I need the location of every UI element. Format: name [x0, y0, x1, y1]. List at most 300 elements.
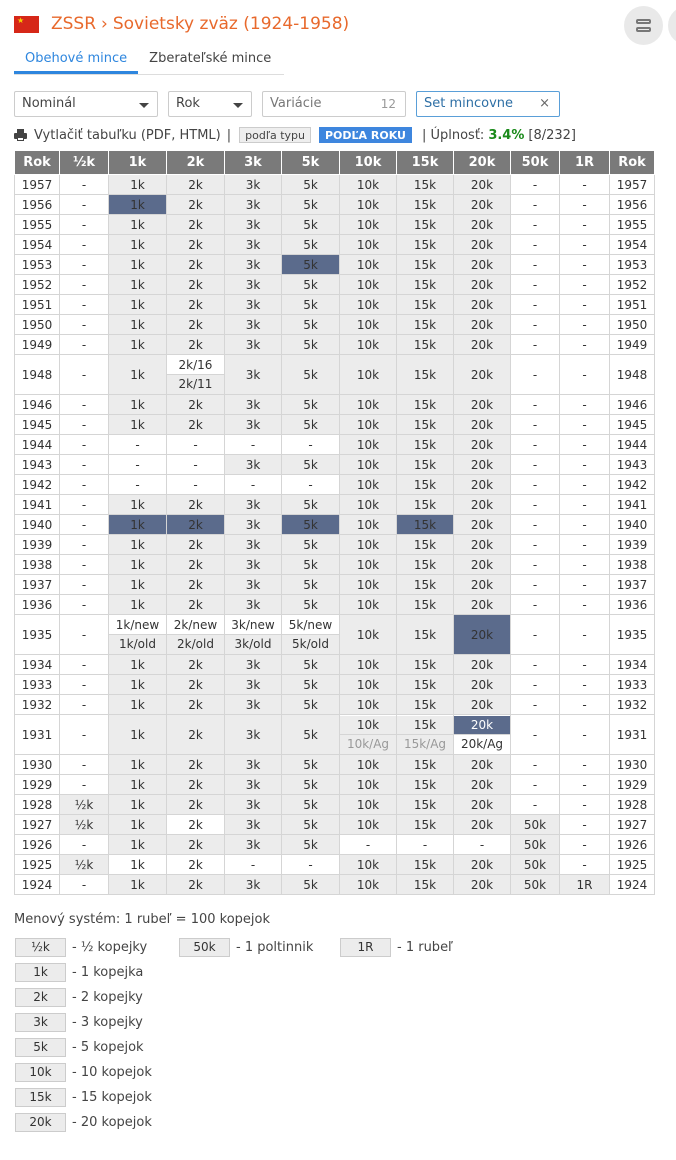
legend-chip[interactable]: 20k — [15, 1113, 66, 1132]
coin-variant[interactable]: 20k/Ag — [454, 735, 510, 754]
coin-cell[interactable]: 15k — [397, 555, 454, 575]
coin-cell[interactable]: 3k — [225, 675, 282, 695]
column-header-denomination[interactable]: 5k — [282, 151, 340, 175]
coin-cell[interactable]: 15k — [397, 595, 454, 615]
coin-cell[interactable]: 2k — [167, 235, 225, 255]
empty-cell: - — [60, 235, 109, 255]
coin-cell[interactable]: 1k — [109, 315, 167, 335]
coin-cell[interactable]: 20k — [454, 695, 511, 715]
coin-cell[interactable]: 50k — [511, 855, 560, 875]
coin-cell[interactable]: 20k — [454, 455, 511, 475]
coin-cell[interactable]: 20k — [454, 875, 511, 895]
coin-variant[interactable]: 2k/old — [167, 635, 224, 654]
coin-cell[interactable]: 3k — [225, 275, 282, 295]
year-select[interactable] — [168, 91, 252, 117]
coin-cell[interactable]: 3k — [225, 575, 282, 595]
coin-cell[interactable]: 2k — [167, 515, 225, 535]
coin-cell[interactable]: 15k — [397, 495, 454, 515]
coin-cell[interactable]: 5k — [282, 815, 340, 835]
column-header-denomination[interactable]: 10k — [340, 151, 397, 175]
coin-cell[interactable]: 3k — [225, 715, 282, 755]
coin-cell[interactable]: 2k — [167, 695, 225, 715]
coin-cell[interactable]: 5k — [282, 395, 340, 415]
legend-item — [179, 938, 313, 956]
coin-cell[interactable]: 15k — [397, 515, 454, 535]
coin-cell[interactable]: 10k — [340, 335, 397, 355]
coin-cell[interactable]: ½k — [60, 815, 109, 835]
year-cell: 1951 — [15, 295, 60, 315]
empty-cell: - — [167, 455, 225, 475]
coin-cell[interactable]: 3k — [225, 395, 282, 415]
coin-cell[interactable]: 10k — [340, 815, 397, 835]
coin-cell[interactable]: 3k — [225, 295, 282, 315]
coin-cell[interactable]: 10k — [340, 415, 397, 435]
coin-cell[interactable]: 10k — [340, 775, 397, 795]
coin-cell[interactable]: 1k — [109, 395, 167, 415]
coin-cell[interactable]: 2k — [167, 335, 225, 355]
coin-cell[interactable]: 15k — [397, 615, 454, 655]
column-header-denomination[interactable]: 20k — [454, 151, 511, 175]
coin-cell[interactable]: 10k — [340, 595, 397, 615]
empty-cell: - — [511, 215, 560, 235]
coin-cell[interactable]: 20k — [454, 495, 511, 515]
coin-cell[interactable]: ½k — [60, 795, 109, 815]
coin-cell[interactable]: 15k — [397, 295, 454, 315]
legend-chip[interactable]: ½k — [15, 938, 66, 957]
coin-cell[interactable]: 10k — [340, 675, 397, 695]
coin-cell[interactable]: 2k — [167, 215, 225, 235]
coin-cell[interactable]: 15k — [397, 855, 454, 875]
year-cell: 1950 — [15, 315, 60, 335]
coin-variant[interactable]: 15k/Ag — [397, 735, 453, 754]
coin-cell[interactable]: 1k — [109, 695, 167, 715]
coin-cell[interactable]: 15k — [397, 195, 454, 215]
coin-cell[interactable]: 1k — [109, 875, 167, 895]
coin-cell[interactable]: 1k — [109, 335, 167, 355]
printer-icon[interactable] — [14, 129, 27, 141]
coin-cell[interactable]: 5k — [282, 595, 340, 615]
coin-cell[interactable]: 2k — [167, 595, 225, 615]
coin-cell[interactable]: 5k — [282, 655, 340, 675]
coin-cell[interactable]: 10k — [340, 315, 397, 335]
coin-cell[interactable]: 10k — [340, 435, 397, 455]
coin-cell[interactable]: 3k — [225, 455, 282, 475]
coin-cell[interactable]: 20k — [454, 175, 511, 195]
empty-cell: - — [560, 535, 610, 555]
empty-cell: - — [454, 835, 511, 855]
coin-cell[interactable]: 3k — [225, 695, 282, 715]
coin-cell[interactable]: 5k — [282, 575, 340, 595]
coin-cell[interactable]: 5k — [282, 295, 340, 315]
column-header-denomination[interactable]: 1R — [560, 151, 610, 175]
coin-cell[interactable]: 20k — [454, 295, 511, 315]
year-cell: 1934 — [15, 655, 60, 675]
coin-cell[interactable]: 2k — [167, 275, 225, 295]
coin-cell[interactable]: 5k — [282, 195, 340, 215]
coin-cell[interactable]: 5k — [282, 715, 340, 755]
year-cell: 1928 — [15, 795, 60, 815]
empty-cell: - — [560, 455, 610, 475]
coin-cell[interactable]: 2k — [167, 875, 225, 895]
coin-cell[interactable]: 1R — [560, 875, 610, 895]
coin-variant[interactable]: 5k/new — [282, 616, 339, 635]
year-cell: 1952 — [610, 275, 655, 295]
coin-cell[interactable]: 5k — [282, 235, 340, 255]
empty-cell: - — [560, 555, 610, 575]
coin-cell[interactable]: 3k — [225, 555, 282, 575]
tab-collector-coins[interactable]: Zberateľské mince — [149, 51, 272, 66]
coin-cell[interactable]: 20k — [454, 575, 511, 595]
variations-filter[interactable] — [262, 91, 406, 117]
coin-cell[interactable]: 10k — [340, 215, 397, 235]
column-header-denomination[interactable]: 15k — [397, 151, 454, 175]
table-toolbar — [14, 126, 576, 144]
coin-cell[interactable]: 20k — [454, 595, 511, 615]
table-row — [15, 235, 655, 255]
coin-variant[interactable]: 3k/new — [225, 616, 281, 635]
coin-cell[interactable]: 1k — [109, 655, 167, 675]
coin-cell[interactable]: 20k — [454, 315, 511, 335]
coin-cell[interactable]: 15k — [397, 315, 454, 335]
coin-cell[interactable]: 15k — [397, 695, 454, 715]
close-icon[interactable]: × — [539, 96, 550, 111]
coin-variant[interactable]: 2k/new — [167, 616, 224, 635]
coin-cell[interactable]: 10k — [340, 195, 397, 215]
coin-cell[interactable]: 15k — [397, 455, 454, 475]
coin-cell[interactable]: 1k — [109, 275, 167, 295]
year-cell: 1929 — [610, 775, 655, 795]
coin-cell[interactable]: 1k — [109, 595, 167, 615]
coin-cell[interactable]: 15k — [397, 655, 454, 675]
legend-chip[interactable]: 1k — [15, 963, 66, 982]
coin-cell[interactable]: 15k — [397, 475, 454, 495]
coin-cell[interactable]: 2k — [167, 575, 225, 595]
coin-cell[interactable]: 1k — [109, 555, 167, 575]
coin-cell[interactable]: 10k — [340, 255, 397, 275]
coin-cell[interactable]: 2k — [167, 715, 225, 755]
coin-cell[interactable]: 1k — [109, 535, 167, 555]
coin-cell[interactable]: 10k — [340, 235, 397, 255]
coin-cell[interactable]: 3k — [225, 355, 282, 395]
coin-cell[interactable]: ½k — [60, 855, 109, 875]
coin-cell[interactable]: 1k — [109, 755, 167, 775]
coin-variant[interactable]: 5k/old — [282, 635, 339, 654]
coin-cell[interactable]: 20k — [454, 815, 511, 835]
coin-cell[interactable]: 20k — [454, 195, 511, 215]
column-header-denomination[interactable]: ½k — [60, 151, 109, 175]
coin-cell[interactable]: 5k — [282, 415, 340, 435]
coin-cell[interactable]: 5k — [282, 335, 340, 355]
coin-cell[interactable]: 1k — [109, 775, 167, 795]
column-header-denomination[interactable]: 3k — [225, 151, 282, 175]
coin-cell[interactable]: 1k — [109, 255, 167, 275]
menu-icon-bar — [636, 27, 651, 32]
coin-cell[interactable]: 2k — [167, 195, 225, 215]
coin-cell[interactable]: 2k — [167, 775, 225, 795]
coin-cell[interactable]: 1k — [109, 835, 167, 855]
coin-cell[interactable]: 2k — [167, 255, 225, 275]
menu-button[interactable] — [624, 6, 663, 45]
coin-cell[interactable]: 20k — [454, 415, 511, 435]
coin-cell[interactable]: 20k — [454, 435, 511, 455]
coin-cell[interactable]: 20k — [454, 535, 511, 555]
coin-cell[interactable]: 15k — [397, 815, 454, 835]
coin-cell[interactable]: 3k — [225, 775, 282, 795]
coin-cell[interactable]: 10k — [340, 495, 397, 515]
coin-cell[interactable]: 20k — [454, 235, 511, 255]
coin-cell[interactable]: 1k — [109, 675, 167, 695]
coin-variant[interactable]: 15k — [397, 716, 453, 735]
coin-cell[interactable]: 1k — [109, 855, 167, 875]
coin-cell[interactable]: 10k — [340, 475, 397, 495]
coin-cell[interactable]: 20k — [454, 255, 511, 275]
coin-cell[interactable]: 10k — [340, 695, 397, 715]
coin-cell[interactable]: 10k — [340, 575, 397, 595]
coin-variant-cell — [225, 615, 282, 655]
coin-cell[interactable]: 10k — [340, 755, 397, 775]
coin-cell[interactable]: 5k — [282, 275, 340, 295]
coin-cell[interactable]: 2k — [167, 835, 225, 855]
year-cell: 1927 — [15, 815, 60, 835]
coin-cell[interactable]: 1k — [109, 415, 167, 435]
coin-cell[interactable]: 20k — [454, 655, 511, 675]
coin-cell[interactable]: 1k — [109, 215, 167, 235]
coin-cell[interactable]: 3k — [225, 795, 282, 815]
coin-cell[interactable]: 10k — [340, 275, 397, 295]
coin-cell[interactable]: 10k — [340, 455, 397, 475]
year-cell: 1937 — [610, 575, 655, 595]
by-year-button[interactable]: PODĽA ROKU — [319, 127, 412, 143]
empty-cell: - — [511, 755, 560, 775]
coin-cell[interactable]: 3k — [225, 175, 282, 195]
coin-cell[interactable]: 2k — [167, 675, 225, 695]
coin-cell[interactable]: 10k — [340, 655, 397, 675]
coin-cell[interactable]: 1k — [109, 795, 167, 815]
column-header-denomination[interactable]: 1k — [109, 151, 167, 175]
legend-chip[interactable]: 5k — [15, 1038, 66, 1057]
coin-cell[interactable]: 2k — [167, 855, 225, 875]
legend-chip[interactable]: 10k — [15, 1063, 66, 1082]
coin-cell[interactable]: 3k — [225, 595, 282, 615]
coin-cell[interactable]: 15k — [397, 355, 454, 395]
empty-cell: - — [511, 615, 560, 655]
by-type-button[interactable]: podľa typu — [239, 127, 311, 143]
coin-cell[interactable]: 10k — [340, 795, 397, 815]
coin-cell[interactable]: 3k — [225, 335, 282, 355]
coin-cell[interactable]: 10k — [340, 875, 397, 895]
coin-cell[interactable]: 5k — [282, 555, 340, 575]
coin-cell[interactable]: 15k — [397, 235, 454, 255]
nominal-select[interactable] — [14, 91, 158, 117]
legend-chip[interactable]: 2k — [15, 988, 66, 1007]
coin-cell[interactable]: 20k — [454, 355, 511, 395]
coin-variant[interactable]: 3k/old — [225, 635, 281, 654]
column-header-denomination[interactable]: 50k — [511, 151, 560, 175]
secondary-round-button[interactable] — [668, 6, 676, 45]
empty-cell: - — [560, 215, 610, 235]
coin-cell[interactable]: 3k — [225, 875, 282, 895]
empty-cell: - — [511, 395, 560, 415]
column-header-denomination[interactable]: 2k — [167, 151, 225, 175]
coin-cell[interactable]: 1k — [109, 575, 167, 595]
coin-cell[interactable]: 1k — [109, 815, 167, 835]
coin-cell[interactable]: 20k — [454, 515, 511, 535]
empty-cell: - — [60, 455, 109, 475]
coin-cell[interactable]: 15k — [397, 255, 454, 275]
coin-cell[interactable]: 5k — [282, 775, 340, 795]
coin-cell[interactable]: 5k — [282, 675, 340, 695]
coin-cell[interactable]: 15k — [397, 395, 454, 415]
mint-set-filter[interactable] — [416, 91, 560, 117]
tab-circulation-coins[interactable]: Obehové mince — [14, 46, 138, 74]
coin-cell[interactable]: 1k — [109, 715, 167, 755]
coin-cell[interactable]: 15k — [397, 175, 454, 195]
coin-cell[interactable]: 3k — [225, 195, 282, 215]
coin-cell[interactable]: 3k — [225, 535, 282, 555]
coin-cell[interactable]: 20k — [454, 555, 511, 575]
coin-cell[interactable]: 1k — [109, 195, 167, 215]
coin-cell[interactable]: 5k — [282, 875, 340, 895]
print-table-link[interactable]: Vytlačiť tabuľku (PDF, HTML) — [34, 127, 221, 143]
coin-cell[interactable]: 2k — [167, 415, 225, 435]
coin-cell[interactable]: 5k — [282, 495, 340, 515]
coin-cell[interactable]: 50k — [511, 875, 560, 895]
coin-cell[interactable]: 10k — [340, 175, 397, 195]
coin-cell[interactable]: 2k — [167, 795, 225, 815]
coin-cell[interactable]: 10k — [340, 295, 397, 315]
column-header-year[interactable]: Rok — [15, 151, 60, 175]
coin-cell[interactable]: 1k — [109, 295, 167, 315]
coin-cell[interactable]: 15k — [397, 795, 454, 815]
coin-cell[interactable]: 2k — [167, 555, 225, 575]
coin-cell[interactable]: 3k — [225, 495, 282, 515]
column-header-year[interactable]: Rok — [610, 151, 655, 175]
coin-cell[interactable]: 15k — [397, 535, 454, 555]
coin-cell[interactable]: 2k — [167, 315, 225, 335]
table-row — [15, 875, 655, 895]
coin-cell[interactable]: 2k — [167, 395, 225, 415]
coin-variant[interactable]: 2k/11 — [167, 375, 224, 394]
coin-cell[interactable]: 15k — [397, 275, 454, 295]
coin-variant[interactable]: 1k/old — [109, 635, 166, 654]
coin-cell[interactable]: 2k — [167, 495, 225, 515]
coin-cell[interactable]: 1k — [109, 355, 167, 395]
empty-cell: - — [560, 415, 610, 435]
coin-cell[interactable]: 3k — [225, 235, 282, 255]
legend-chip[interactable]: 15k — [15, 1088, 66, 1107]
coin-cell[interactable]: 20k — [454, 795, 511, 815]
coin-cell[interactable]: 10k — [340, 615, 397, 655]
legend-chip[interactable]: 1R — [340, 938, 391, 957]
empty-cell: - — [282, 435, 340, 455]
coin-cell[interactable]: 5k — [282, 515, 340, 535]
coin-cell[interactable]: 2k — [167, 175, 225, 195]
coin-cell[interactable]: 2k — [167, 755, 225, 775]
coin-cell[interactable]: 15k — [397, 215, 454, 235]
coin-cell[interactable]: 3k — [225, 755, 282, 775]
coin-cell[interactable]: 1k — [109, 515, 167, 535]
breadcrumb-country[interactable]: ZSSR — [51, 14, 97, 34]
coin-cell[interactable]: 3k — [225, 815, 282, 835]
coin-cell[interactable]: 20k — [454, 275, 511, 295]
legend-chip[interactable]: 50k — [179, 938, 230, 957]
coin-cell[interactable]: 3k — [225, 255, 282, 275]
coin-cell[interactable]: 20k — [454, 475, 511, 495]
empty-cell: - — [511, 175, 560, 195]
coin-cell[interactable]: 5k — [282, 315, 340, 335]
coin-cell[interactable]: 50k — [511, 815, 560, 835]
coin-cell[interactable]: 10k — [340, 355, 397, 395]
coin-cell[interactable]: 5k — [282, 535, 340, 555]
coin-variant[interactable]: 20k — [454, 716, 510, 735]
coin-cell[interactable]: 20k — [454, 615, 511, 655]
coin-cell[interactable]: 3k — [225, 515, 282, 535]
coin-cell[interactable]: 2k — [167, 535, 225, 555]
coin-cell[interactable]: 2k — [167, 295, 225, 315]
coin-cell[interactable]: 5k — [282, 835, 340, 855]
coin-cell[interactable]: 20k — [454, 335, 511, 355]
coin-cell[interactable]: 20k — [454, 755, 511, 775]
coin-cell[interactable]: 20k — [454, 395, 511, 415]
coin-cell[interactable]: 5k — [282, 755, 340, 775]
coin-cell[interactable]: 5k — [282, 255, 340, 275]
coin-cell[interactable]: 3k — [225, 835, 282, 855]
coin-cell[interactable]: 15k — [397, 875, 454, 895]
coin-cell[interactable]: 15k — [397, 675, 454, 695]
coin-cell[interactable]: 3k — [225, 655, 282, 675]
coin-cell[interactable]: 15k — [397, 775, 454, 795]
coin-cell[interactable]: 50k — [511, 835, 560, 855]
coin-cell[interactable]: 15k — [397, 435, 454, 455]
coin-cell[interactable]: 15k — [397, 335, 454, 355]
coin-variant[interactable]: 2k/16 — [167, 356, 224, 375]
coin-cell[interactable]: 2k — [167, 815, 225, 835]
coin-cell[interactable]: 5k — [282, 355, 340, 395]
coin-cell[interactable]: 10k — [340, 535, 397, 555]
coin-cell[interactable]: 1k — [109, 495, 167, 515]
coin-cell[interactable]: 15k — [397, 755, 454, 775]
coin-cell[interactable]: 5k — [282, 695, 340, 715]
coin-cell[interactable]: 3k — [225, 215, 282, 235]
coin-cell[interactable]: 15k — [397, 415, 454, 435]
coin-cell[interactable]: 5k — [282, 215, 340, 235]
coin-cell[interactable]: 10k — [340, 555, 397, 575]
coin-cell[interactable]: 1k — [109, 175, 167, 195]
coin-cell[interactable]: 10k — [340, 515, 397, 535]
coin-variant[interactable]: 1k/new — [109, 616, 166, 635]
coin-cell[interactable]: 10k — [340, 855, 397, 875]
legend-chip[interactable]: 3k — [15, 1013, 66, 1032]
coin-cell[interactable]: 10k — [340, 395, 397, 415]
coin-cell[interactable]: 20k — [454, 675, 511, 695]
coin-cell[interactable]: 5k — [282, 455, 340, 475]
mint-set-label: Set mincovne — [424, 96, 514, 111]
coin-cell[interactable]: 15k — [397, 575, 454, 595]
coin-cell[interactable]: 3k — [225, 315, 282, 335]
empty-cell: - — [60, 195, 109, 215]
coin-cell[interactable]: 20k — [454, 215, 511, 235]
coin-cell[interactable]: 5k — [282, 795, 340, 815]
coin-cell[interactable]: 20k — [454, 775, 511, 795]
coin-cell[interactable]: 20k — [454, 855, 511, 875]
coin-cell[interactable]: 3k — [225, 415, 282, 435]
year-cell: 1940 — [15, 515, 60, 535]
coin-variant[interactable]: 10k/Ag — [340, 735, 396, 754]
coin-variant[interactable]: 10k — [340, 716, 396, 735]
coin-cell[interactable]: 2k — [167, 655, 225, 675]
coin-cell[interactable]: 5k — [282, 175, 340, 195]
coin-cell[interactable]: 1k — [109, 235, 167, 255]
